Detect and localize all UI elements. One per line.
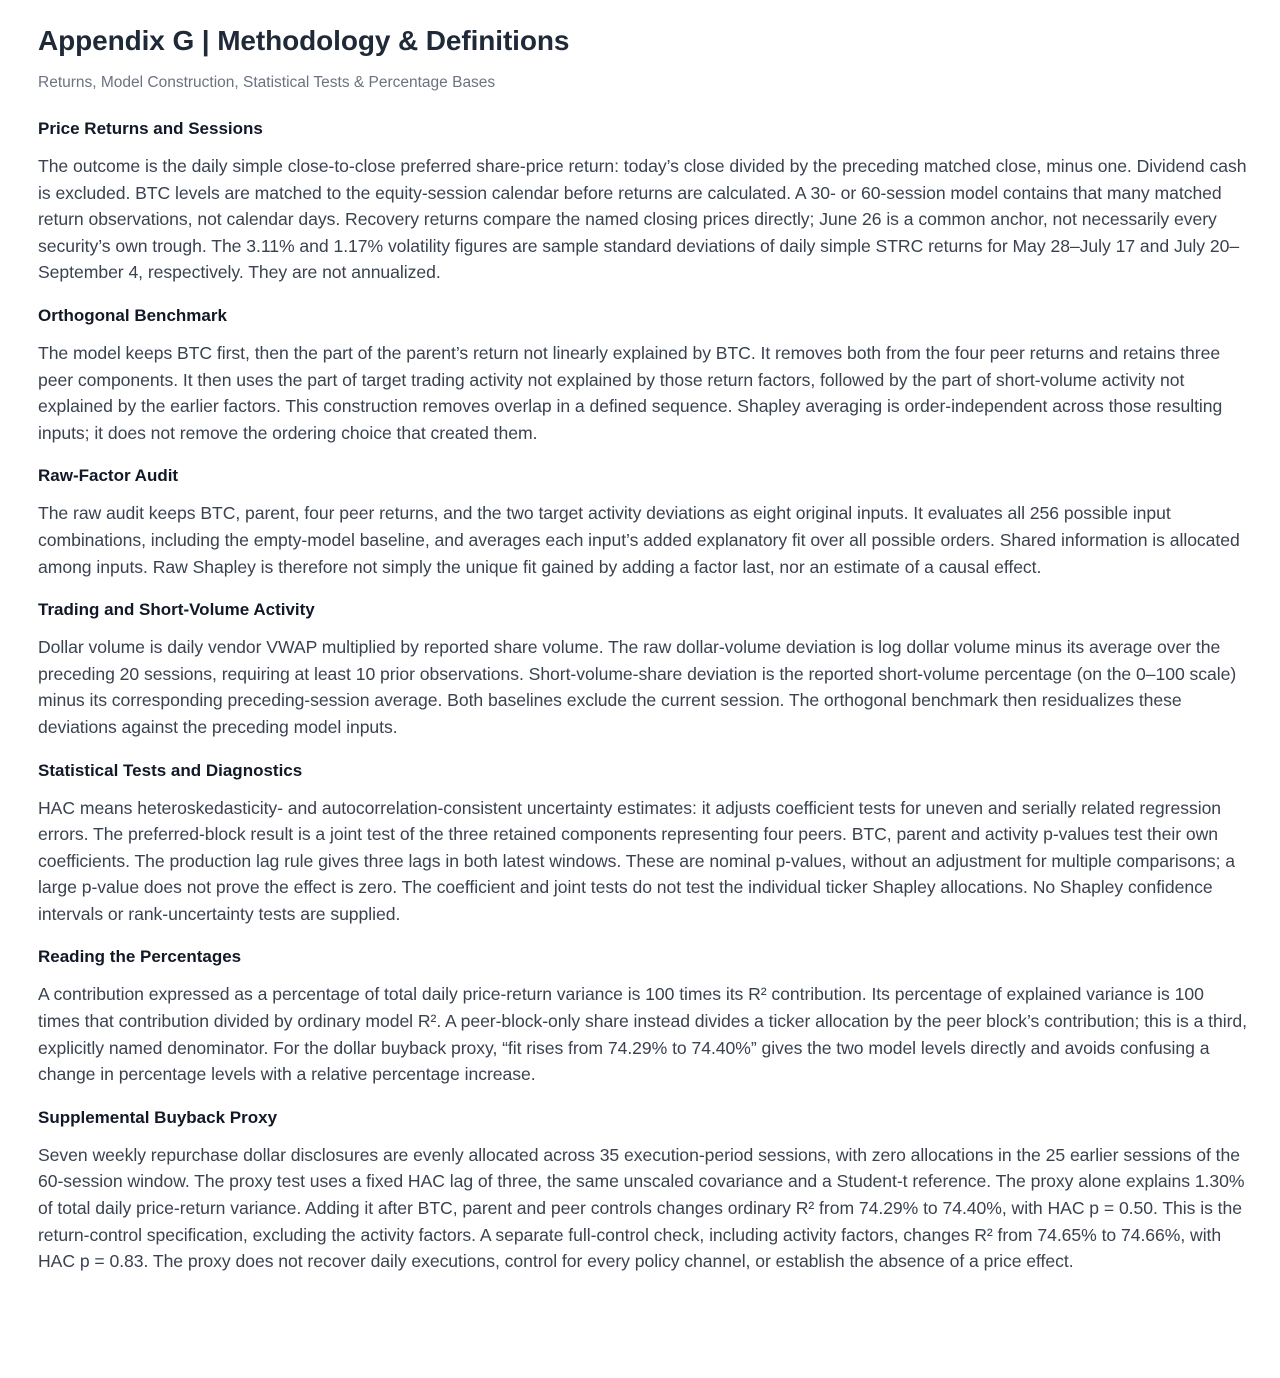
section-raw-factor-audit [38, 465, 1250, 580]
section-trading-activity [38, 599, 1250, 740]
section-heading: Orthogonal Benchmark [38, 305, 227, 325]
section-body: Dollar volume is daily vendor VWAP multiplied by reported share volume. The raw dollar-volume deviation is log dollar volume minus its average over the preceding 20 sessions, requiring at least 10 prior observations. Short-volume-share deviation is the reported short-volume percentage (on the 0–100 scale) minus its corresponding preceding-session average. Both baselines exclude the current session. The orthogonal benchmark then residualizes these deviations against the preceding model inputs. [38, 637, 1237, 737]
section-heading: Trading and Short-Volume Activity [38, 600, 315, 620]
section-orthogonal-benchmark [38, 305, 1250, 446]
section-buyback-proxy [38, 1107, 1250, 1275]
section-reading-percentages [38, 946, 1250, 1087]
section-heading: Supplemental Buyback Proxy [38, 1107, 278, 1127]
section-body: The raw audit keeps BTC, parent, four peer returns, and the two target activity deviations as eight original inputs. It evaluates all 256 possible input combinations, including the empty-model baseline, and averages each input’s added explanatory fit over all possible orders. Shared information is allocated among inputs. Raw Shapley is therefore not simply the unique fit gained by adding a factor last, nor an estimate of a causal effect. [38, 503, 1240, 577]
page-title: Appendix G | Methodology & Definitions [38, 25, 570, 56]
section-body: A contribution expressed as a percentage of total daily price-return variance is 100 times its R² contribution. Its percentage of explained variance is 100 times that contribution divided by ordinary model R². A peer-block-only share instead divides a ticker allocation by the peer block’s contribution; this is a third, explicitly named denominator. For the dollar buyback proxy, “fit rises from 74.29% to 74.40%” gives the two model levels directly and avoids confusing a change in percentage levels with a relative percentage increase. [38, 984, 1247, 1085]
page-subtitle: Returns, Model Construction, Statistical Tests & Percentage Bases [38, 74, 496, 91]
section-body: HAC means heteroskedasticity- and autocorrelation-consistent uncertainty estimates: it adjusts coefficient tests for uneven and serially related regression errors. The preferred-block result is a joint test of the three retained components representing four peers. BTC, parent and activity p-values test their own coefficients. The production lag rule gives three lags in both latest windows. These are nominal p-values, without an adjustment for multiple comparisons; a large p-value does not prove the effect is zero. The coefficient and joint tests do not test the individual ticker Shapley allocations. No Shapley confidence intervals or rank-uncertainty tests are supplied. [38, 797, 1236, 924]
section-body: The outcome is the daily simple close-to-close preferred share-price return: today’s close divided by the preceding matched close, minus one. Dividend cash is excluded. BTC levels are matched to the equity-session calendar before returns are calculated. A 30- or 60-session model contains that many matched return observations, not calendar days. Recovery returns compare the named closing prices directly; June 26 is a common anchor, not necessarily every security’s own trough. The 3.11% and 1.17% volatility figures are sample standard deviations of daily simple STRC returns for May 28–July 17 and July 20–September 4, respectively. They are not annualized. [38, 156, 1247, 283]
section-price-returns [38, 118, 1250, 286]
section-heading: Reading the Percentages [38, 947, 242, 967]
section-heading: Price Returns and Sessions [38, 119, 263, 138]
section-body: The model keeps BTC first, then the part of the parent’s return not linearly explained by BTC. It removes both from the four peer returns and retains three peer components. It then uses the part of target trading activity not explained by those return factors, followed by the part of short-volume activity not explained by the earlier factors. This construction removes overlap in a defined sequence. Shapley averaging is order-independent across those resulting inputs; it does not remove the ordering choice that created them. [38, 342, 1223, 443]
section-statistical-tests [38, 760, 1250, 928]
section-heading: Statistical Tests and Diagnostics [38, 760, 303, 780]
section-body: Seven weekly repurchase dollar disclosures are evenly allocated across 35 execution-period sessions, with zero allocations in the 25 earlier sessions of the 60-session window. The proxy test uses a fixed HAC lag of three, the same unscaled covariance and a Student-t reference. The proxy alone explains 1.30% of total daily price-return variance. Adding it after BTC, parent and peer controls changes ordinary R² from 74.29% to 74.40%, with HAC p = 0.50. This is the return-control specification, excluding the activity factors. A separate full-control check, including activity factors, changes R² from 74.65% to 74.66%, with HAC p = 0.83. The proxy does not recover daily executions, control for every policy channel, or establish the absence of a price effect. [38, 1144, 1245, 1272]
section-heading: Raw-Factor Audit [38, 466, 179, 486]
